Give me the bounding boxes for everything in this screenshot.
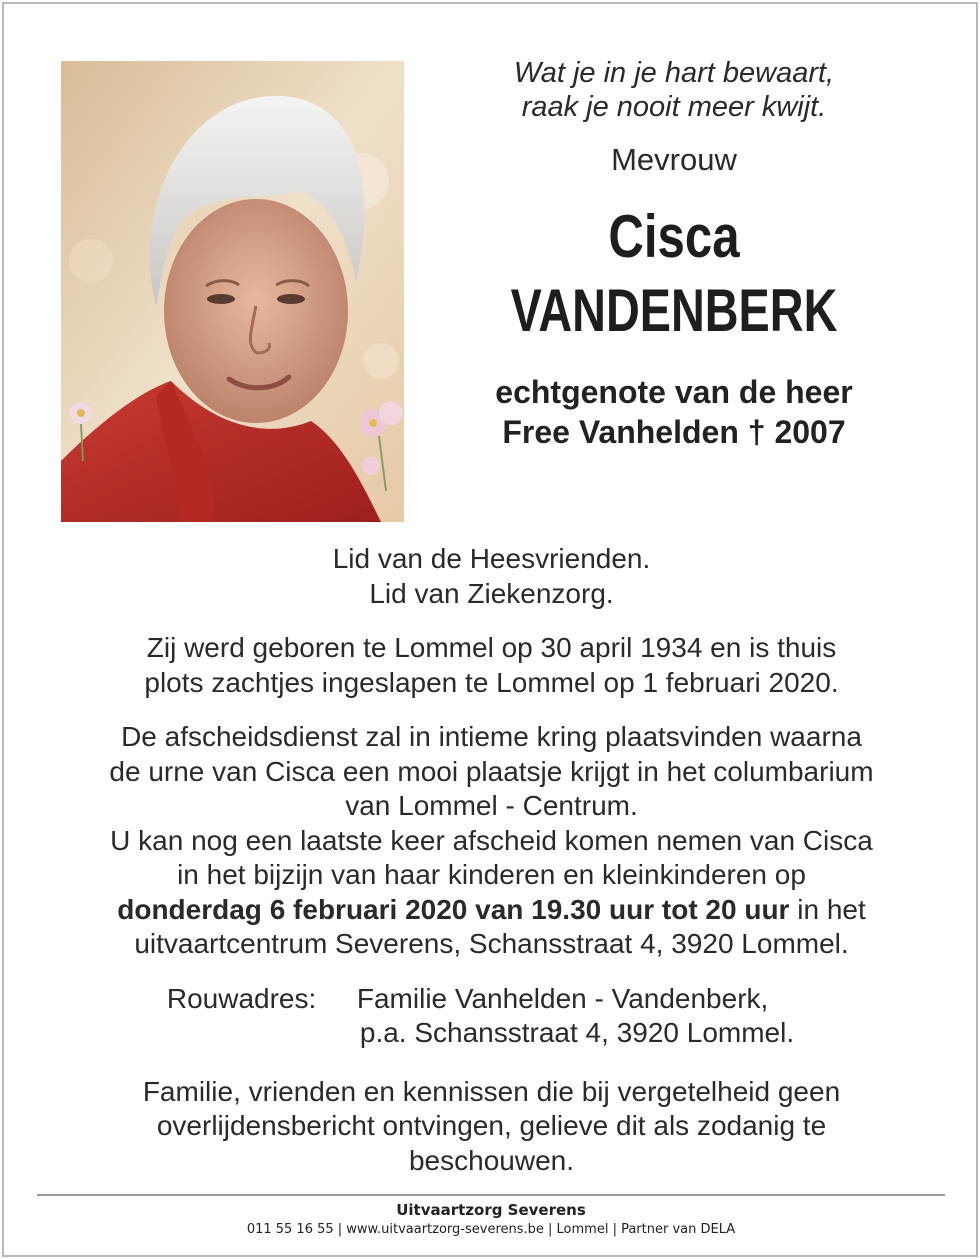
honorific: Mevrouw: [611, 142, 737, 177]
obituary-card: [2, 2, 978, 1257]
mourning-address: [22, 982, 939, 1051]
company-contact: 011 55 16 55 | www.uitvaartzorg-severens.be | Lommel | Partner van DELA: [246, 1222, 736, 1237]
notice-block: [44, 1075, 939, 1179]
visitation-line: U kan nog een laatste keer afscheid komen nemen van Cisca: [110, 824, 873, 856]
quote-line: Wat je in je hart bewaart,: [513, 57, 835, 89]
visitation-line: [44, 893, 939, 928]
spouse-line: echtgenote van de heer: [495, 374, 853, 410]
notice-line: Familie, vrienden en kennissen die bij vergetelheid geen: [142, 1075, 841, 1107]
membership-line: Lid van de Heesvrienden.: [332, 543, 651, 574]
service-line: van Lommel - Centrum.: [345, 790, 638, 821]
birth-death-line: Zij werd geboren te Lommel op 30 april 1934 en is thuis: [146, 632, 837, 663]
spouse-line: Free Vanhelden † 2007: [502, 414, 846, 450]
address-line: Familie Vanhelden - Vandenberk,: [356, 982, 769, 1014]
notice-line: beschouwen.: [408, 1144, 574, 1176]
service-line: de urne van Cisca een mooi plaatsje krijgt in het columbarium: [109, 755, 874, 787]
visitation-line: uitvaartcentrum Severens, Schansstraat 4, 3920 Lommel.: [134, 928, 849, 959]
quote-line: raak je nooit meer kwijt.: [521, 91, 827, 123]
first-name: Cisca: [608, 203, 740, 270]
company-name: Uitvaartzorg Severens: [396, 1201, 586, 1219]
visitation-after: in het: [789, 893, 866, 925]
address-label: Rouwadres:: [166, 982, 317, 1014]
header-block: [424, 56, 924, 452]
birth-death-line: plots zachtjes ingeslapen te Lommel op 1 februari 2020.: [144, 666, 839, 698]
footer-divider: [37, 1194, 945, 1196]
membership-line: Lid van Ziekenzorg.: [369, 577, 614, 609]
visitation-datetime: donderdag 6 februari 2020 van 19.30 uur tot 20 uur: [117, 893, 790, 925]
last-name: VANDENBERK: [510, 277, 838, 344]
portrait-photo: [61, 61, 404, 522]
address-line: p.a. Schansstraat 4, 3920 Lommel.: [359, 1017, 795, 1048]
service-line: De afscheidsdienst zal in intieme kring plaatsvinden waarna: [121, 721, 862, 752]
footer: [37, 1200, 945, 1240]
obituary-body: [44, 542, 939, 1178]
visitation-line: in het bijzijn van haar kinderen en kleinkinderen op: [177, 859, 806, 890]
notice-line: overlijdensbericht ontvingen, gelieve dit als zodanig te: [156, 1110, 827, 1141]
memorial-quote: [424, 56, 924, 124]
spouse-info: [424, 372, 924, 452]
